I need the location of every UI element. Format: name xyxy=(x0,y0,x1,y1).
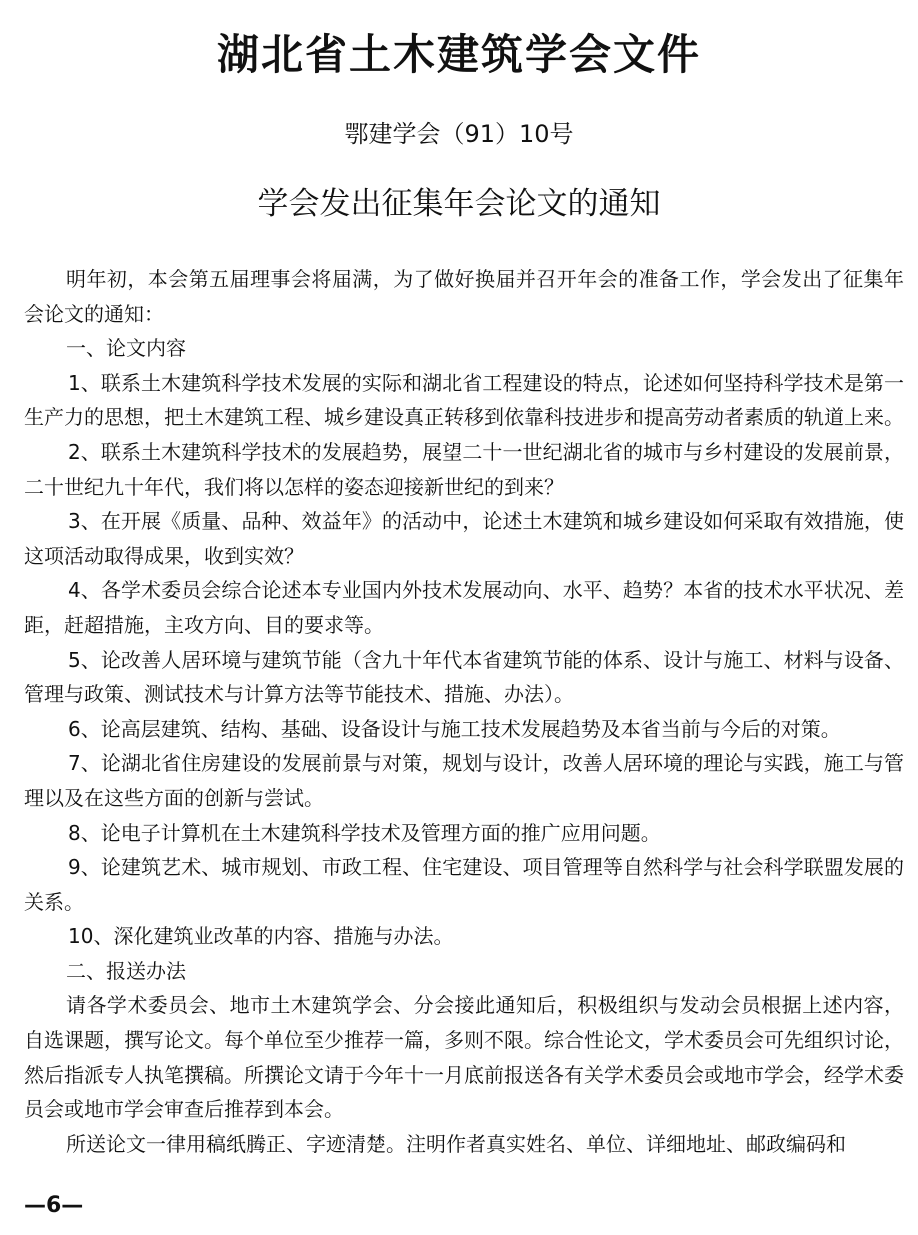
submission-paragraph: 请各学术委员会、地市土木建筑学会、分会接此通知后，积极组织与发动会员根据上述内容，自选课题，撰写论文。每个单位至少推荐一篇，多则不限。综合性论文，学术委员会可先组织讨论，然后指派专人执笔撰稿。所撰论文请于今年十一月底前报送各有关学术委员会或地市学会，经学术委员会或地市学会审查后推荐到本会。 xyxy=(24,993,904,1122)
list-item: 6、论高层建筑、结构、基础、设备设计与施工技术发展趋势及本省当前与今后的对策。 xyxy=(68,716,841,741)
list-item: 4、各学术委员会综合论述本专业国内外技术发展动向、水平、趋势？本省的技术水平状况、差距，赶超措施，主攻方向、目的要求等。 xyxy=(24,578,904,637)
list-item: 8、论电子计算机在土木建筑科学技术及管理方面的推广应用问题。 xyxy=(68,820,661,845)
page-number: —6— xyxy=(24,1193,84,1218)
list-item: 5、论改善人居环境与建筑节能（含九十年代本省建筑节能的体系、设计与施工、材料与设备、管理与政策、测试技术与计算方法等节能技术、措施、办法）。 xyxy=(24,647,904,707)
section-heading-content: 一、论文内容 xyxy=(66,336,186,361)
list-item: 10、深化建筑业改革的内容、措施与办法。 xyxy=(68,924,454,949)
notice-subtitle: 学会发出征集年会论文的通知 xyxy=(257,186,661,222)
document-body xyxy=(24,262,904,1161)
intro-paragraph: 明年初，本会第五届理事会将届满，为了做好换届并召开年会的准备工作，学会发出了征集年会论文的通知： xyxy=(24,267,904,326)
list-item: 9、论建筑艺术、城市规划、市政工程、住宅建设、项目管理等自然科学与社会科学联盟发展的关系。 xyxy=(24,855,904,914)
section-heading-submission: 二、报送办法 xyxy=(66,958,186,983)
document-title: 湖北省土木建筑学会文件 xyxy=(216,30,701,79)
list-item: 1、联系土木建筑科学技术发展的实际和湖北省工程建设的特点，论述如何坚持科学技术是第一生产力的思想，把土木建筑工程、城乡建设真正转移到依靠科技进步和提高劳动者素质的轨道上来。 xyxy=(24,370,904,430)
list-item: 3、在开展《质量、品种、效益年》的活动中，论述土木建筑和城乡建设如何采取有效措施，使这项活动取得成果，收到实效？ xyxy=(24,509,904,568)
list-item: 2、联系土木建筑科学技术的发展趋势，展望二十一世纪湖北省的城市与乡村建设的发展前景，二十世纪九十年代，我们将以怎样的姿态迎接新世纪的到来？ xyxy=(24,439,904,499)
document-number: 鄂建学会（91）10号 xyxy=(344,120,574,148)
list-item: 7、论湖北省住房建设的发展前景与对策，规划与设计，改善人居环境的理论与实践，施工与管理以及在这些方面的创新与尝试。 xyxy=(24,751,904,810)
format-paragraph: 所送论文一律用稿纸腾正、字迹清楚。注明作者真实姓名、单位、详细地址、邮政编码和 xyxy=(66,1131,846,1156)
